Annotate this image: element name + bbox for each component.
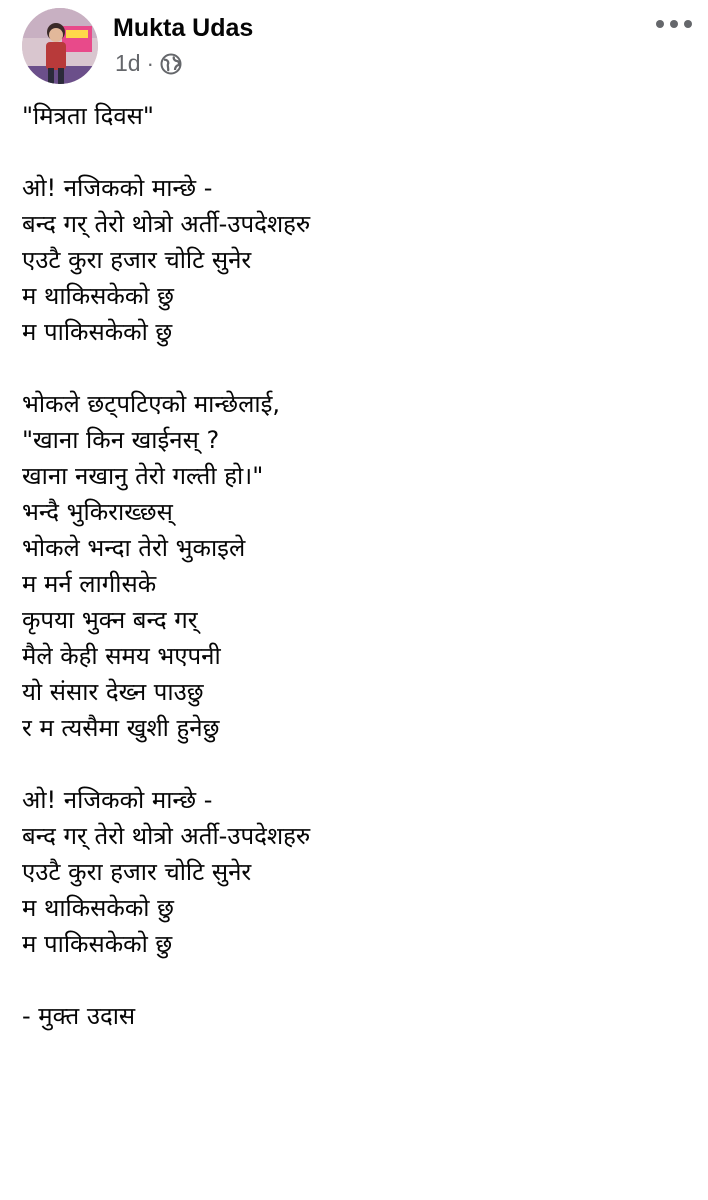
poem-line: यो संसार देख्न पाउछु — [22, 678, 204, 706]
avatar-photo — [22, 8, 98, 84]
more-options-button[interactable] — [656, 14, 692, 34]
globe-icon[interactable] — [160, 53, 182, 75]
poem-line: बन्द गर् तेरो थोत्रो अर्ती-उपदेशहरु — [22, 210, 311, 238]
poem-stanza-2 — [22, 386, 682, 746]
poem-line: म पाकिसकेको छु — [22, 930, 173, 958]
poem-line: म मर्न लागीसके — [22, 570, 157, 598]
author-name[interactable]: Mukta Udas — [113, 14, 254, 42]
poem-line: एउटै कुरा हजार चोटि सुनेर — [22, 246, 252, 274]
poem-line: म पाकिसकेको छु — [22, 318, 173, 346]
post-header — [22, 8, 694, 84]
post-text — [22, 98, 682, 1034]
poem-title: "मित्रता दिवस" — [22, 102, 154, 130]
poem-line: भोकले छट्पटिएको मान्छेलाई, — [22, 390, 280, 418]
poem-line: बन्द गर् तेरो थोत्रो अर्ती-उपदेशहरु — [22, 822, 311, 850]
poem-line: एउटै कुरा हजार चोटि सुनेर — [22, 858, 252, 886]
poem-line: खाना नखानु तेरो गल्ती हो।" — [22, 462, 264, 490]
poem-line: मैले केही समय भएपनी — [22, 642, 221, 670]
poem-line: ओ! नजिकको मान्छे - — [22, 786, 213, 814]
post-meta — [115, 50, 182, 77]
poem-line: "खाना किन खाईनस् ? — [22, 426, 220, 454]
meta-separator: · — [146, 50, 154, 76]
poem-stanza-3 — [22, 782, 682, 962]
poem-line: र म त्यसैमा खुशी हुनेछु — [22, 714, 220, 742]
poem-stanza-1 — [22, 170, 682, 350]
poem-line: म थाकिसकेको छु — [22, 282, 174, 310]
poem-line: कृपया भुक्न बन्द गर् — [22, 606, 198, 634]
author-avatar[interactable] — [22, 8, 98, 84]
poem-signature: - मुक्त उदास — [22, 1002, 136, 1030]
poem-line: भोकले भन्दा तेरो भुकाइले — [22, 534, 246, 562]
post-timestamp[interactable]: 1d — [115, 50, 141, 76]
poem-line: म थाकिसकेको छु — [22, 894, 174, 922]
poem-line: भन्दै भुकिराख्छस् — [22, 498, 173, 526]
more-horizontal-icon — [656, 20, 664, 28]
poem-line: ओ! नजिकको मान्छे - — [22, 174, 213, 202]
